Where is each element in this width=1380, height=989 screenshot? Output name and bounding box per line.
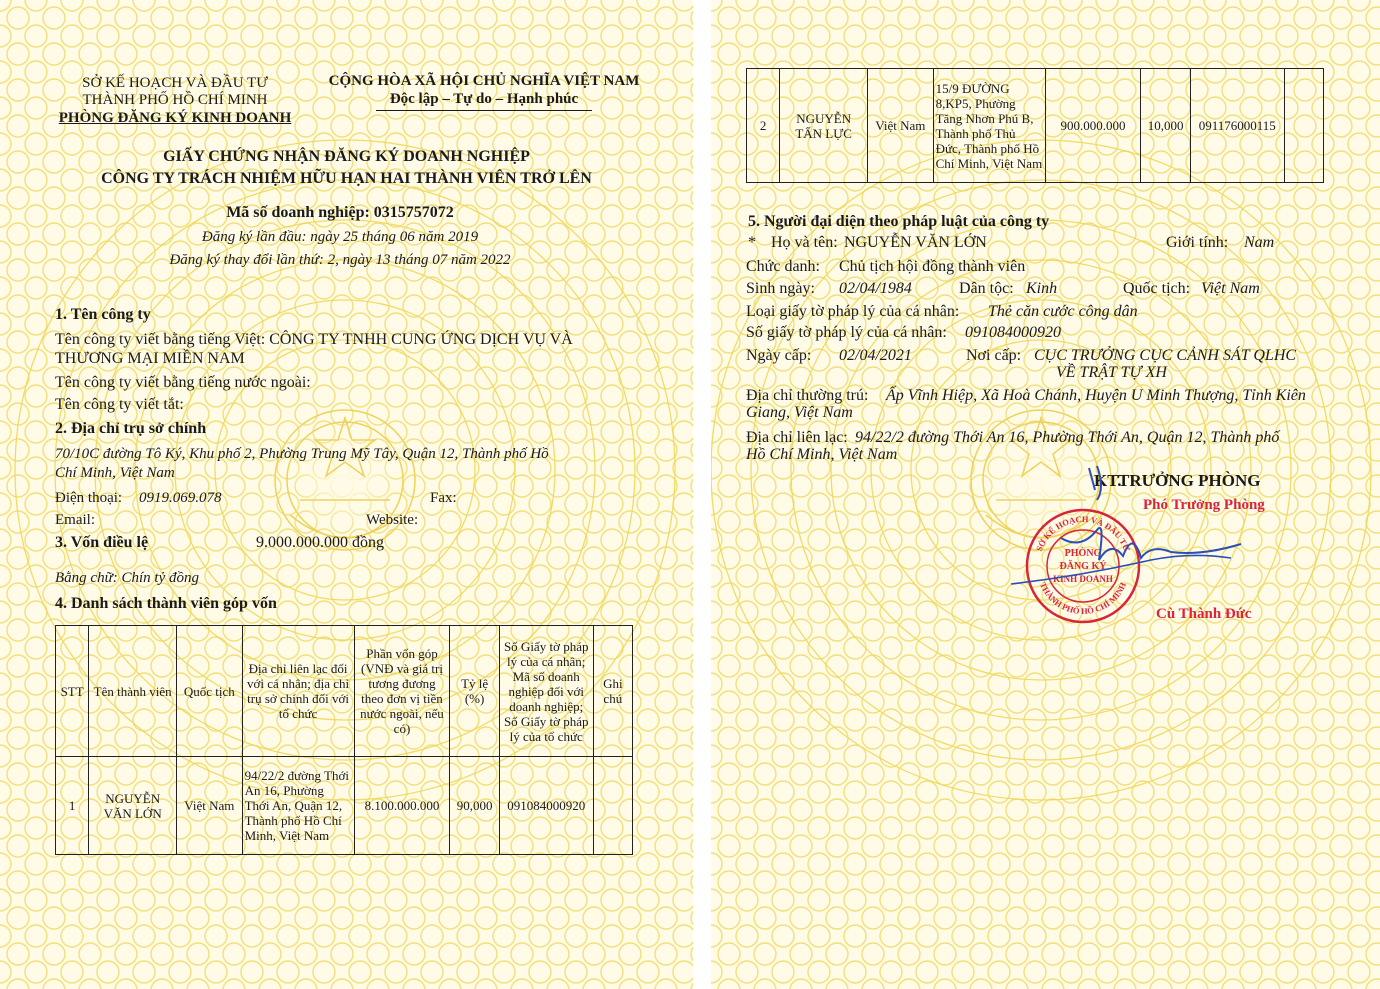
rep-issue-place-label: Nơi cấp: [966, 347, 1022, 364]
company-name-foreign: Tên công ty viết bằng tiếng nước ngoài: [55, 374, 311, 391]
rep-nationality-value: Việt Nam [1201, 280, 1260, 297]
stamp-ring-bottom-text: THÀNH PHỐ HỒ CHÍ MINH [1037, 580, 1129, 617]
agency-line-1: SỞ KẾ HOẠCH VÀ ĐẦU TƯ [82, 75, 268, 91]
rep-permanent-address-line-1: Ấp Vĩnh Hiệp, Xã Hoà Chánh, Huyện U Minh Thượng, Tỉnh Kiên [886, 387, 1306, 404]
certificate-page-2 [711, 0, 1380, 989]
charter-capital-in-words: Bằng chữ: Chín tỷ đồng [55, 570, 199, 586]
agency-line-2: THÀNH PHỐ HỒ CHÍ MINH [82, 92, 268, 108]
section-5-heading: 5. Người đại diện theo pháp luật của công ty [748, 213, 1050, 230]
row2-nationality: Việt Nam [868, 69, 934, 183]
fax-label: Fax: [430, 490, 457, 506]
phone-label: Điện thoại: [55, 490, 123, 506]
row1-legal-doc: 091084000920 [499, 757, 593, 855]
row2-legal-doc: 091176000115 [1190, 69, 1284, 183]
bullet-marker: * [748, 234, 756, 251]
rep-id-type-value: Thẻ căn cước công dân [988, 303, 1138, 320]
rep-id-number-label: Số giấy tờ pháp lý của cá nhân: [746, 324, 947, 341]
header-note: Ghi chú [593, 626, 632, 757]
nation-line-2: Độc lập – Tự do – Hạnh phúc [389, 91, 579, 107]
row2-note [1284, 69, 1323, 183]
row1-ratio: 90,000 [450, 757, 499, 855]
table-header-row [56, 626, 633, 757]
section-2-heading: 2. Địa chỉ trụ sở chính [55, 420, 207, 437]
header-stt: STT [56, 626, 89, 757]
phone-value: 0919.069.078 [139, 490, 222, 506]
company-name-vn-line-1: Tên công ty viết bằng tiếng Việt: CÔNG TY TNHH CUNG ỨNG DỊCH VỤ VÀ [55, 331, 573, 348]
rep-issue-place-line-2: VỀ TRẬT TỰ XH [1056, 364, 1167, 381]
members-table [55, 625, 633, 855]
company-type-title: CÔNG TY TRÁCH NHIỆM HỮU HẠN HAI THÀNH VIÊN TRỞ LÊN [101, 170, 592, 187]
table-row [56, 757, 633, 855]
rep-dob-value: 02/04/1984 [839, 280, 912, 297]
row2-address: 15/9 ĐƯỜNG 8,KP5, Phường Tăng Nhơn Phú B, Thành phố Thủ Đức, Thành phố Hồ Chí Minh, Việt Nam [933, 69, 1045, 183]
rep-id-type-label: Loại giấy tờ pháp lý của cá nhân: [746, 303, 960, 320]
table-row [747, 69, 1324, 183]
company-name-short: Tên công ty viết tắt: [55, 396, 184, 413]
rep-contact-address-line-2: Hồ Chí Minh, Việt Nam [746, 446, 898, 463]
rep-name-value: NGUYỄN VĂN LỚN [844, 234, 987, 251]
row2-name: NGUYỄN TẤN LỰC [780, 69, 868, 183]
rep-ethnic-label: Dân tộc: [959, 280, 1014, 297]
rep-name-label: Họ và tên: [771, 234, 838, 251]
rep-id-number-value: 091084000920 [965, 324, 1061, 341]
rep-contact-address-label: Địa chỉ liên lạc: [746, 429, 848, 446]
row2-ratio: 10,000 [1141, 69, 1190, 183]
row1-capital: 8.100.000.000 [354, 757, 450, 855]
row1-nationality: Việt Nam [177, 757, 243, 855]
company-name-vn-line-2: THƯƠNG MẠI MIỀN NAM [55, 350, 245, 367]
signature-deputy-title: Phó Trưởng Phòng [1143, 497, 1265, 513]
rep-issue-date-label: Ngày cấp: [746, 347, 812, 364]
motto-underline [376, 110, 592, 111]
nation-line-1: CỘNG HÒA XÃ HỘI CHỦ NGHĨA VIỆT NAM [328, 73, 640, 89]
handwritten-signature [1001, 460, 1261, 600]
stamp-ring-top-text: SỞ KẾ HOẠCH VÀ ĐẦU TƯ [1033, 513, 1133, 553]
stamp-center-line-3: KINH DOANH [1053, 574, 1113, 584]
agency-line-3: PHÒNG ĐĂNG KÝ KINH DOANH [58, 110, 292, 126]
rep-ethnic-value: Kinh [1026, 280, 1058, 297]
row1-stt: 1 [56, 757, 89, 855]
rep-gender-value: Nam [1244, 234, 1275, 251]
rep-contact-address-line-1: 94/22/2 đường Thới An 16, Phường Thới An, Quận 12, Thành phố [855, 429, 1280, 446]
stamp-center-line-2: ĐĂNG KÝ [1059, 561, 1107, 572]
rep-issue-date-value: 02/04/2021 [839, 347, 912, 364]
section-4-heading: 4. Danh sách thành viên góp vốn [55, 595, 277, 612]
business-code: Mã số doanh nghiệp: 0315757072 [226, 204, 454, 221]
rep-nationality-label: Quốc tịch: [1123, 280, 1191, 297]
change-registration-date: Đăng ký thay đổi lần thứ: 2, ngày 13 tháng 07 năm 2022 [169, 252, 511, 268]
rep-dob-label: Sinh ngày: [746, 280, 815, 297]
section-1-heading: 1. Tên công ty [55, 306, 151, 323]
website-label: Website: [366, 512, 419, 528]
header-address: Địa chỉ liên lạc đối với cá nhân; địa chỉ trụ sở chính đối với tổ chức [242, 626, 354, 757]
row2-stt: 2 [747, 69, 780, 183]
page-gutter [693, 0, 711, 989]
rep-permanent-address-label: Địa chỉ thường trú: [746, 387, 869, 404]
head-office-address-line-1: 70/10C đường Tô Ký, Khu phố 2, Phường Trung Mỹ Tây, Quận 12, Thành phố Hồ [55, 446, 549, 462]
stamp-center-line-1: PHÒNG [1064, 548, 1102, 559]
head-office-address-line-2: Chí Minh, Việt Nam [55, 465, 175, 481]
rep-gender-label: Giới tính: [1166, 234, 1229, 251]
signer-name: Cù Thành Đức [1156, 606, 1252, 622]
rep-title-label: Chức danh: [746, 258, 820, 275]
members-table-continued [746, 68, 1324, 183]
section-3-heading: 3. Vốn điều lệ [55, 534, 149, 551]
rep-title-value: Chủ tịch hội đồng thành viên [839, 258, 1026, 275]
certificate-title: GIẤY CHỨNG NHẬN ĐĂNG KÝ DOANH NGHIỆP [163, 148, 530, 165]
header-capital: Phần vốn góp (VNĐ và giá trị tương đương theo đơn vị tiền nước ngoài, nếu có) [354, 626, 450, 757]
rep-permanent-address-line-2: Giang, Việt Nam [746, 404, 853, 421]
email-label: Email: [55, 512, 95, 528]
charter-capital-value: 9.000.000.000 đồng [256, 534, 384, 551]
row1-name: NGUYỄN VĂN LỚN [89, 757, 177, 855]
row1-note [593, 757, 632, 855]
header-member-name: Tên thành viên [89, 626, 177, 757]
header-ratio: Tỷ lệ (%) [450, 626, 499, 757]
signature-title: TRƯỞNG PHÒNG [1118, 471, 1261, 490]
signature-kt-prefix: KT. [1094, 471, 1122, 490]
row1-address: 94/22/2 đường Thới An 16, Phường Thới An, Quận 12, Thành phố Hồ Chí Minh, Việt Nam [242, 757, 354, 855]
header-nationality: Quốc tịch [177, 626, 243, 757]
header-legal-doc: Số Giấy tờ pháp lý của cá nhân; Mã số doanh nghiệp đối với doanh nghiệp; Số Giấy tờ pháp lý của tổ chức [499, 626, 593, 757]
row2-capital: 900.000.000 [1045, 69, 1141, 183]
first-registration-date: Đăng ký lần đầu: ngày 25 tháng 06 năm 2019 [201, 229, 479, 245]
rep-issue-place-line-1: CỤC TRƯỞNG CỤC CẢNH SÁT QLHC [1034, 347, 1297, 364]
